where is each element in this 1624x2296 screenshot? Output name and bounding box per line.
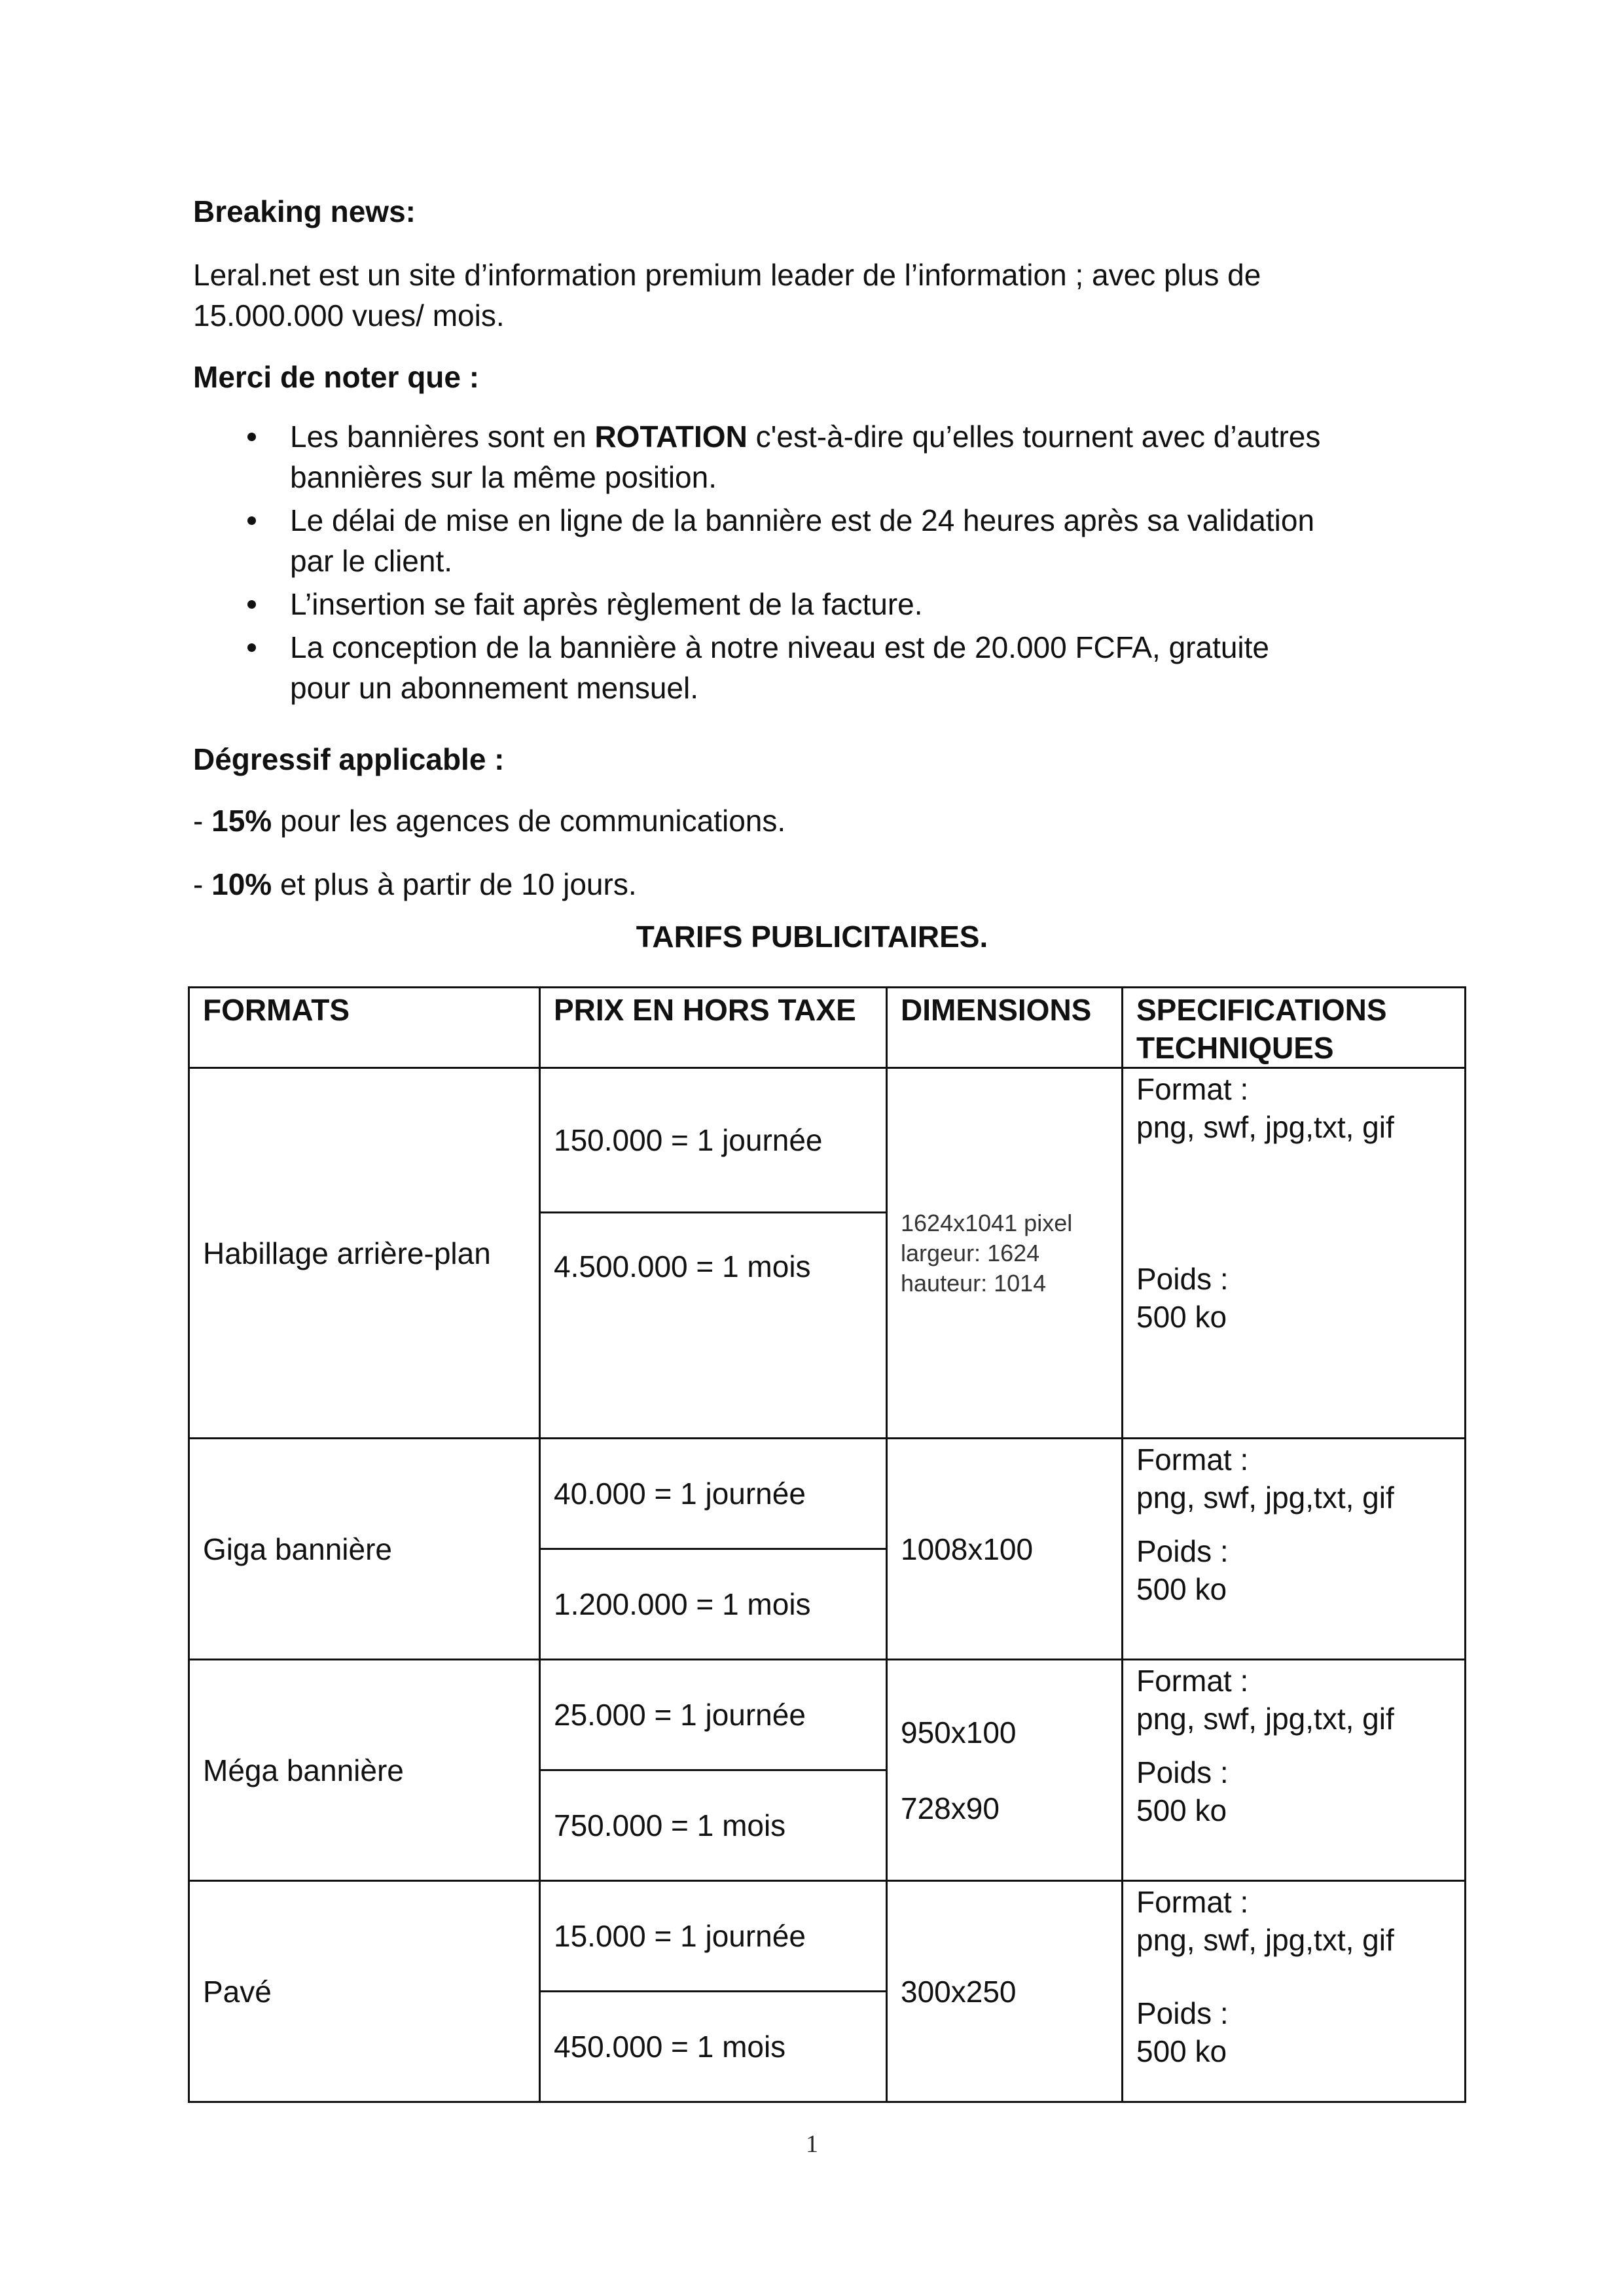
notice-heading: Merci de noter que : [193,360,480,394]
bullet-icon [247,433,256,441]
dimensions-cell: 1624x1041 pixel largeur: 1624 hauteur: 1014 [887,1068,1123,1439]
header-specifications: SPECIFICATIONS TECHNIQUES [1123,988,1466,1068]
table-title: TARIFS PUBLICITAIRES. [636,920,988,954]
price-day-cell: 40.000 = 1 journée [540,1439,887,1549]
table-row [189,1068,1466,1213]
price-month-cell: 4.500.000 = 1 mois [540,1213,887,1439]
list-item: Le délai de mise en ligne de la bannière est de 24 heures après sa validation par le client. [193,500,1476,581]
spec-cell: Format : png, swf, jpg,txt, gif Poids : 500 ko [1123,1068,1466,1439]
degressif-heading: Dégressif applicable : [193,742,505,776]
degressif-item-2: - 10% et plus à partir de 10 jours. [193,867,637,901]
intro-paragraph [193,255,1476,336]
degressif-item-1: - 15% pour les agences de communications. [193,804,786,838]
price-month-cell: 450.000 = 1 mois [540,1992,887,2102]
price-day-cell: 15.000 = 1 journée [540,1881,887,1992]
notice-list [193,416,1476,711]
breaking-heading: Breaking news: [193,194,416,228]
list-item: L’insertion se fait après règlement de la facture. [193,584,1476,624]
table-header-row [189,988,1466,1068]
header-dimensions: DIMENSIONS [887,988,1123,1068]
intro-line-1: Leral.net est un site d’information premium leader de l’information ; avec plus de [193,258,1261,292]
table-row [189,1660,1466,1770]
format-cell: Méga bannière [189,1660,540,1881]
bullet-icon [247,516,256,525]
price-day-cell: 25.000 = 1 journée [540,1660,887,1770]
format-cell: Giga bannière [189,1439,540,1660]
pricing-table [188,986,1466,2103]
page-number: 1 [806,2130,818,2158]
spec-cell: Format : png, swf, jpg,txt, gif Poids : 500 ko [1123,1660,1466,1881]
dimensions-cell: 1008x100 [887,1439,1123,1660]
format-cell: Pavé [189,1881,540,2102]
intro-line-2: 15.000.000 vues/ mois. [193,298,505,332]
list-item: La conception de la bannière à notre niveau est de 20.000 FCFA, gratuite pour un abonnement mensuel. [193,627,1476,708]
table-row [189,1881,1466,1992]
dimensions-cell: 300x250 [887,1881,1123,2102]
price-month-cell: 750.000 = 1 mois [540,1770,887,1881]
header-price: PRIX EN HORS TAXE [540,988,887,1068]
spec-cell: Format : png, swf, jpg,txt, gif Poids : 500 ko [1123,1439,1466,1660]
list-item: Les bannières sont en ROTATION c'est-à-dire qu’elles tournent avec d’autres bannières sur la même position. [193,416,1476,497]
bullet-icon [247,600,256,609]
price-day-cell: 150.000 = 1 journée [540,1068,887,1213]
bullet-icon [247,643,256,652]
price-month-cell: 1.200.000 = 1 mois [540,1549,887,1660]
header-formats: FORMATS [189,988,540,1068]
table-row [189,1439,1466,1549]
format-cell: Habillage arrière-plan [189,1068,540,1439]
spec-cell: Format : png, swf, jpg,txt, gif Poids : 500 ko [1123,1881,1466,2102]
dimensions-cell: 950x100 728x90 [887,1660,1123,1881]
